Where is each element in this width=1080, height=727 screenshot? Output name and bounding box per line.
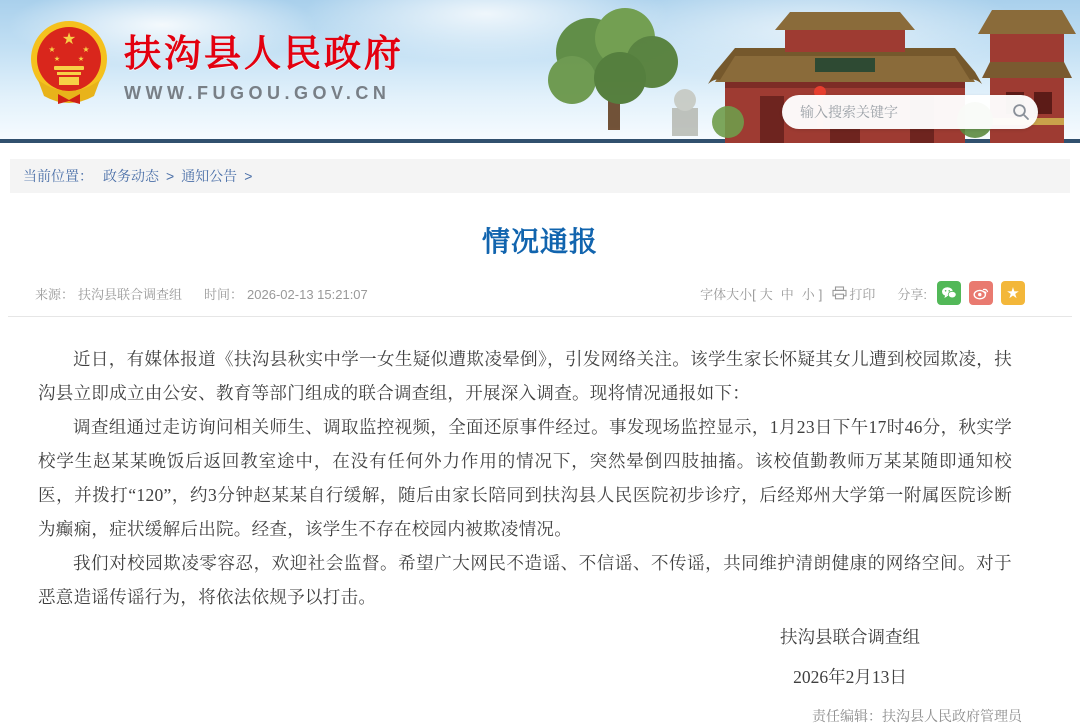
article-meta-right bbox=[700, 281, 1025, 305]
article bbox=[0, 220, 1080, 726]
font-size-large-button[interactable]: 大 bbox=[759, 286, 773, 302]
star-glyph: ★ bbox=[1006, 284, 1020, 302]
breadcrumb-separator: > bbox=[244, 168, 253, 184]
signature-org: 扶沟县联合调查组 bbox=[780, 627, 920, 647]
search-box bbox=[782, 95, 1038, 129]
font-size-control bbox=[700, 284, 822, 303]
national-emblem-icon bbox=[28, 18, 110, 108]
svg-text:★: ★ bbox=[77, 56, 85, 63]
stone-lion bbox=[672, 89, 698, 136]
signature-block bbox=[700, 617, 1000, 697]
breadcrumb-separator: > bbox=[166, 168, 175, 184]
breadcrumb-item-zhengwu-dongtai[interactable]: 政务动态 bbox=[103, 168, 159, 184]
article-body bbox=[0, 317, 1080, 614]
signature-date: 2026年2月13日 bbox=[793, 667, 907, 687]
search-input[interactable] bbox=[782, 104, 1004, 120]
site-url: WWW.FUGOU.GOV.CN bbox=[124, 82, 391, 103]
wechat-icon[interactable] bbox=[937, 281, 961, 305]
share-label: 分享: bbox=[897, 286, 927, 302]
time-value: 2026-02-13 15:21:07 bbox=[247, 286, 368, 302]
breadcrumb-label: 当前位置： bbox=[23, 168, 93, 184]
paragraph-2: 调查组通过走访询问相关师生、调取监控视频，全面还原事件经过。事发现场监控显示，1月23日下午17时46分，秋实学校学生赵某某晚饭后返回教室途中，在没有任何外力作用的情况下，突然晕倒四肢抽搐。该校值勤教师万某某随即通知校医，并拨打“120”，约3分钟赵某某自行缓解，随后由家长陪同到扶沟县人民医院初步诊疗，后经郑州大学第一附属医院诊断为癫痫，症状缓解后出院。经查，该学生不存在校园内被欺凌情况。 bbox=[38, 417, 1012, 539]
site-name: 扶沟县人民政府 bbox=[124, 32, 404, 74]
star-favorite-icon[interactable] bbox=[1001, 281, 1025, 305]
article-meta-row bbox=[35, 281, 1025, 305]
paragraph-1: 近日，有媒体报道《扶沟县秋实中学一女生疑似遭欺凌晕倒》，引发网络关注。该学生家长怀疑其女儿遭到校园欺凌，扶沟县立即成立由公安、教育等部门组成的联合调查组，开展深入调查。现将情况通报如下： bbox=[38, 349, 1012, 403]
svg-text:★: ★ bbox=[82, 45, 90, 54]
svg-text:★: ★ bbox=[61, 31, 77, 48]
print-label: 打印 bbox=[849, 286, 876, 302]
breadcrumb bbox=[10, 159, 1070, 193]
share-icons bbox=[937, 281, 1025, 305]
source-label: 来源： bbox=[35, 286, 75, 302]
svg-text:★: ★ bbox=[53, 56, 61, 63]
paragraph-3: 我们对校园欺凌零容忍，欢迎社会监督。希望广大网民不造谣、不信谣、不传谣，共同维护清朗健康的网络空间。对于恶意造谣传谣行为，将依法依规予以打击。 bbox=[38, 553, 1012, 607]
article-meta-left bbox=[35, 284, 372, 303]
font-size-small-button[interactable]: 小 bbox=[801, 286, 815, 302]
site-brand[interactable] bbox=[28, 18, 404, 108]
time-label: 时间： bbox=[204, 286, 244, 302]
editor-credit: 责任编辑：扶沟县人民政府管理员 bbox=[812, 708, 1022, 724]
printer-icon bbox=[832, 286, 847, 300]
article-title: 情况通报 bbox=[481, 226, 598, 257]
font-size-suffix: ] bbox=[818, 286, 823, 302]
weibo-icon[interactable] bbox=[969, 281, 993, 305]
source-value: 扶沟县联合调查组 bbox=[78, 286, 183, 302]
search-icon[interactable] bbox=[1004, 95, 1038, 129]
site-titles bbox=[124, 23, 404, 104]
svg-text:★: ★ bbox=[48, 45, 56, 54]
font-size-medium-button[interactable]: 中 bbox=[780, 286, 794, 302]
print-button[interactable] bbox=[832, 284, 875, 303]
site-header bbox=[0, 0, 1080, 143]
breadcrumb-item-tongzhi-gonggao[interactable]: 通知公告 bbox=[181, 168, 238, 184]
font-size-prefix: 字体大小[ bbox=[700, 286, 756, 302]
